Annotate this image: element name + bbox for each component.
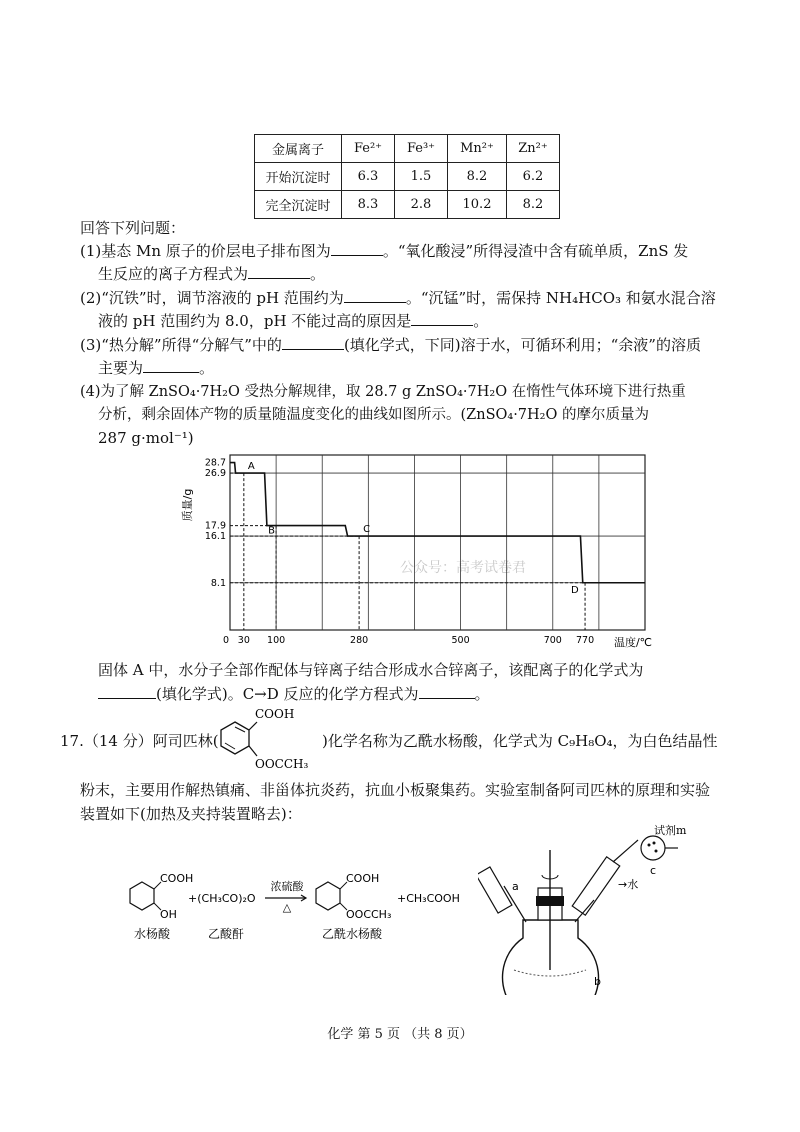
q2-text-a: (2)“沉铁”时，调节溶液的 pH 范围约为 — [80, 289, 344, 307]
table-cell: 2.8 — [395, 191, 448, 219]
table-cell: 10.2 — [448, 191, 507, 219]
answer-intro: 回答下列问题： — [80, 219, 186, 237]
table-cell: 8.2 — [507, 191, 560, 219]
reaction-scheme — [120, 868, 470, 943]
thermogravimetric-chart — [175, 445, 665, 655]
x-tick-label: 700 — [543, 635, 562, 646]
answer-blank — [411, 311, 473, 326]
q3-text-a: (3)“热分解”所得“分解气”中的 — [80, 336, 282, 354]
name-salicylic-acid: 水杨酸 — [133, 927, 171, 941]
product-ooccch3: OOCCH₃ — [346, 908, 392, 921]
label-b: b — [594, 975, 601, 988]
condenser — [572, 857, 620, 915]
y-tick-label: 17.9 — [204, 520, 226, 532]
q1-text-c: 生反应的离子方程式为 — [98, 265, 249, 283]
drying-tube-c — [641, 836, 665, 860]
answer-blank — [419, 684, 475, 699]
acetic-anhydride-formula: +(CH₃CO)₂O — [188, 892, 256, 905]
answer-blank — [344, 288, 406, 303]
salicylic-cooh: COOH — [160, 872, 194, 885]
table-row — [255, 191, 560, 219]
q2-text-c: 液的 pH 范围约为 8.0，pH 不能过高的原因是 — [98, 312, 412, 330]
name-acetic-anhydride: 乙酸酐 — [207, 927, 245, 941]
period: 。 — [310, 265, 326, 283]
answer-blank — [98, 684, 156, 699]
x-tick-label: 770 — [575, 635, 595, 646]
x-tick-label: 280 — [350, 635, 369, 646]
answer-blank — [143, 358, 199, 373]
name-aspirin: 乙酰水杨酸 — [321, 927, 383, 941]
aspirin-structure — [205, 702, 325, 772]
table-header-cell: Fe³⁺ — [395, 135, 448, 163]
plot-frame — [230, 455, 645, 630]
q3-text-c: 主要为 — [98, 359, 144, 377]
period: 。 — [473, 312, 489, 330]
label-c: c — [650, 864, 657, 877]
after-chart-line-2 — [98, 684, 490, 704]
product-cooh: COOH — [346, 872, 380, 885]
table-cell: 1.5 — [395, 163, 448, 191]
table-cell: 6.3 — [342, 163, 395, 191]
table-header-cell: Zn²⁺ — [507, 135, 560, 163]
acetic-acid-formula: +CH₃COOH — [397, 892, 460, 905]
water-label: →水 — [618, 878, 639, 891]
y-tick-label: 28.7 — [204, 457, 226, 469]
q2-line-1 — [80, 288, 716, 308]
apparatus-diagram — [478, 820, 708, 995]
x-tick-label: 30 — [237, 635, 250, 646]
period: 。 — [474, 685, 490, 703]
answer-blank — [248, 264, 310, 279]
label-a: a — [512, 880, 519, 893]
q3-text-b: (填化学式，下同)溶于水，可循环利用；“余液”的溶质 — [343, 336, 701, 354]
q17-text-b: )化学名称为乙酰水杨酸，化学式为 C₉H₈O₄，为白色结晶性 — [322, 732, 718, 750]
x-axis-label: 温度/℃ — [613, 636, 653, 649]
point-label-a: A — [247, 461, 255, 473]
x-tick-label: 100 — [267, 635, 286, 646]
table-cell: 6.2 — [507, 163, 560, 191]
point-label-c: C — [363, 524, 371, 536]
salicylic-oh: OH — [160, 908, 177, 921]
y-tick-label: 8.1 — [210, 577, 226, 589]
q3-line-1 — [80, 335, 701, 355]
table-cell: 8.3 — [342, 191, 395, 219]
table-header-cell: 金属离子 — [255, 135, 342, 163]
q17-text-d: 装置如下(加热及夹持装置略去)： — [80, 805, 302, 823]
answer-blank — [282, 335, 344, 350]
table-cell: 8.2 — [448, 163, 507, 191]
q17-text-a: 17.（14 分）阿司匹林( — [60, 732, 219, 750]
heat-symbol: △ — [282, 901, 292, 914]
answer-blank — [331, 241, 383, 256]
aspirin-ooccch3: OOCCH₃ — [255, 757, 309, 771]
y-axis-label: 质量/g — [181, 488, 194, 522]
aspirin-cooh: COOH — [255, 707, 295, 721]
reagent-m-label: 试剂m — [654, 824, 687, 837]
q3-line-2 — [98, 358, 214, 378]
table-header-cell: Fe²⁺ — [342, 135, 395, 163]
page-footer: 化学 第 5 页 （共 8 页） — [327, 1027, 473, 1042]
point-label-d: D — [571, 584, 579, 596]
table-header-row — [255, 135, 560, 163]
q17-text-c: 粉末，主要用作解热镇痛、非甾体抗炎药，抗血小板聚集药。实验室制备阿司匹林的原理和实验 — [80, 781, 711, 799]
q1-line-2 — [98, 264, 325, 284]
q4-line-3: 287 g·mol⁻¹) — [98, 429, 194, 447]
table-row — [255, 163, 560, 191]
q4-line-1: (4)为了解 ZnSO₄·7H₂O 受热分解规律，取 28.7 g ZnSO₄·7H₂O 在惰性气体环境下进行热重 — [80, 384, 686, 400]
q2-text-b: 。“沉锰”时，需保持 NH₄HCO₃ 和氨水混合溶 — [405, 289, 716, 307]
table-cell: 完全沉淀时 — [255, 191, 342, 219]
after-chart-text-b: (填化学式)。C→D 反应的化学方程式为 — [156, 685, 419, 703]
q1-text-b: 。“氧化酸浸”所得浸渣中含有硫单质，ZnS 发 — [382, 242, 689, 260]
table-header-cell: Mn²⁺ — [448, 135, 507, 163]
point-label-b: B — [268, 525, 275, 537]
x-tick-label: 0 — [222, 635, 230, 646]
table-cell: 开始沉淀时 — [255, 163, 342, 191]
q1-line-1 — [80, 241, 688, 261]
y-tick-label: 16.1 — [204, 531, 226, 543]
q2-line-2 — [98, 311, 488, 331]
period: 。 — [199, 359, 215, 377]
metal-ion-table — [254, 134, 560, 219]
q1-text-a: (1)基态 Mn 原子的价层电子排布图为 — [80, 242, 331, 260]
watermark: 公众号：高考试卷君 — [400, 560, 526, 576]
q4-line-2: 分析，剩余固体产物的质量随温度变化的曲线如图所示。(ZnSO₄·7H₂O 的摩尔质量为 — [98, 407, 649, 423]
y-tick-label: 26.9 — [204, 468, 226, 480]
flask-liquid — [514, 970, 586, 976]
catalyst-label: 浓硫酸 — [270, 880, 304, 893]
after-chart-line-1: 固体 A 中，水分子全部作配体与锌离子结合形成水合锌离子，该配离子的化学式为 — [98, 661, 644, 679]
x-tick-label: 500 — [451, 635, 470, 646]
